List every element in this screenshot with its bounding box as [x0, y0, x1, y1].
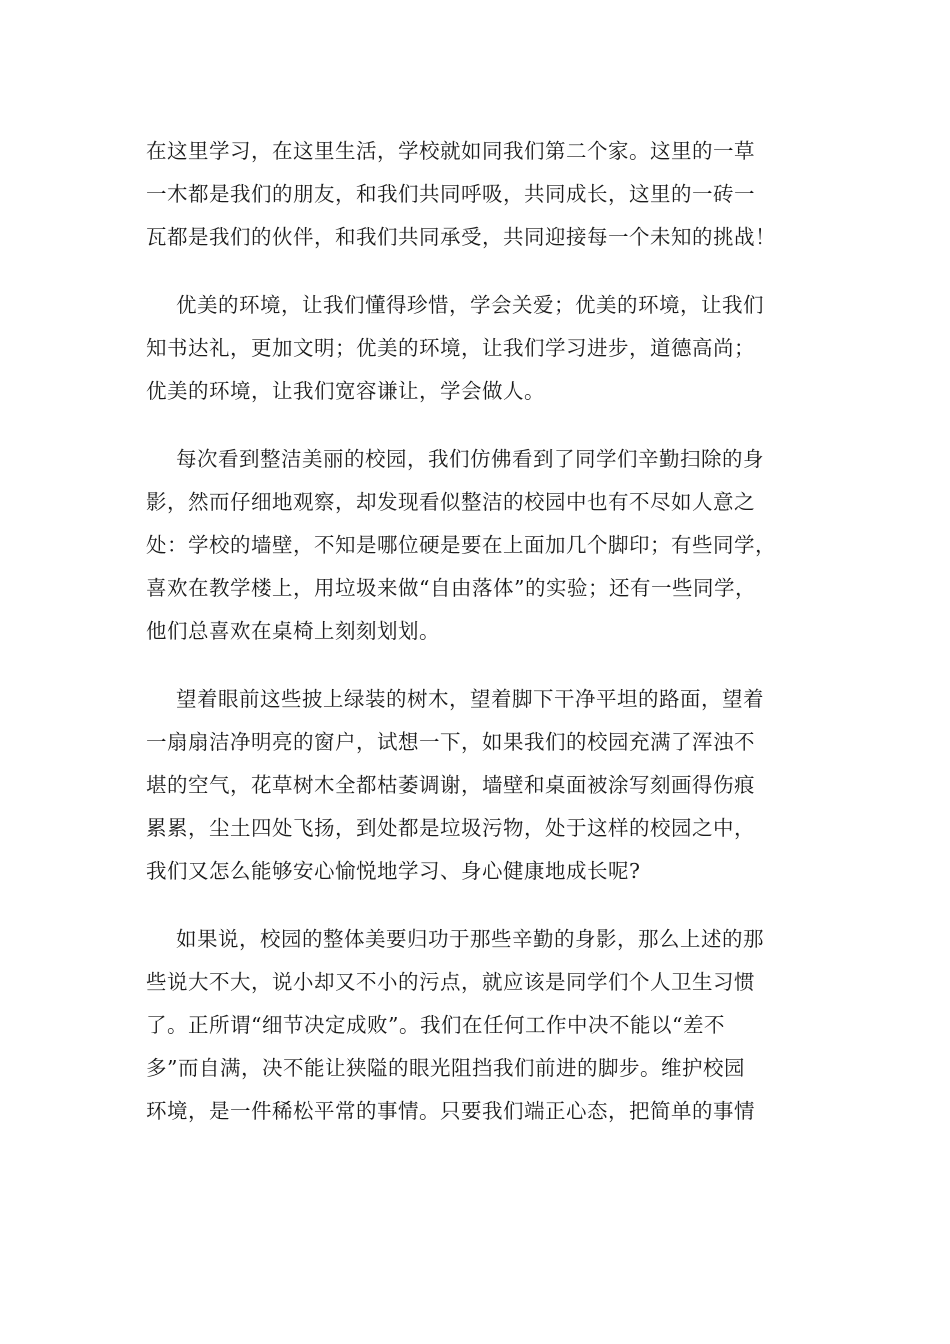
text-line: 他们总喜欢在桌椅上刻刻划划。: [146, 619, 440, 643]
text-line: 环境，是一件稀松平常的事情。只要我们端正心态，把简单的事情: [146, 1099, 755, 1123]
text-line: 知书达礼，更加文明；优美的环境，让我们学习进步，道德高尚；: [146, 336, 755, 360]
text-line: 喜欢在教学楼上，用垃圾来做“自由落体”的实验；还有一些同学，: [146, 576, 756, 600]
text-line: 了。正所谓“细节决定成败”。我们在任何工作中决不能以“差不: [146, 1013, 725, 1037]
paragraph: [146, 438, 826, 653]
text-line: 一木都是我们的朋友，和我们共同呼吸，共同成长，这里的一砖一: [146, 182, 755, 206]
text-line: 影，然而仔细地观察，却发现看似整洁的校园中也有不尽如人意之: [146, 490, 755, 514]
text-line: 些说大不大，说小却又不小的污点，就应该是同学们个人卫生习惯: [146, 970, 755, 994]
text-line: 优美的环境，让我们懂得珍惜，学会关爱；优美的环境，让我们: [176, 293, 764, 317]
paragraph: [146, 130, 826, 259]
text-line: 堪的空气，花草树木全都枯萎调谢，墙壁和桌面被涂写刻画得伤痕: [146, 773, 755, 797]
text-line: 如果说，校园的整体美要归功于那些辛勤的身影，那么上述的那: [176, 927, 764, 951]
text-line: 瓦都是我们的伙伴，和我们共同承受，共同迎接每一个未知的挑战！: [146, 225, 776, 249]
paragraph: [146, 678, 826, 893]
text-line: 一扇扇洁净明亮的窗户，试想一下，如果我们的校园充满了浑浊不: [146, 730, 755, 754]
text-line: 累累，尘土四处飞扬，到处都是垃圾污物，处于这样的校园之中，: [146, 816, 755, 840]
text-line: 多”而自满，决不能让狭隘的眼光阻挡我们前进的脚步。维护校园: [146, 1056, 745, 1080]
paragraph: [146, 918, 826, 1133]
paragraph: [146, 284, 826, 413]
text-line: 处：学校的墙壁，不知是哪位硬是要在上面加几个脚印；有些同学，: [146, 533, 776, 557]
text-line: 优美的环境，让我们宽容谦让，学会做人。: [146, 379, 545, 403]
document-body: [146, 130, 826, 1133]
text-line: 我们又怎么能够安心愉悦地学习、身心健康地成长呢?: [146, 859, 641, 883]
text-line: 在这里学习，在这里生活，学校就如同我们第二个家。这里的一草: [146, 139, 755, 163]
text-line: 每次看到整洁美丽的校园，我们仿佛看到了同学们辛勤扫除的身: [176, 447, 764, 471]
text-line: 望着眼前这些披上绿装的树木，望着脚下干净平坦的路面，望着: [176, 687, 764, 711]
